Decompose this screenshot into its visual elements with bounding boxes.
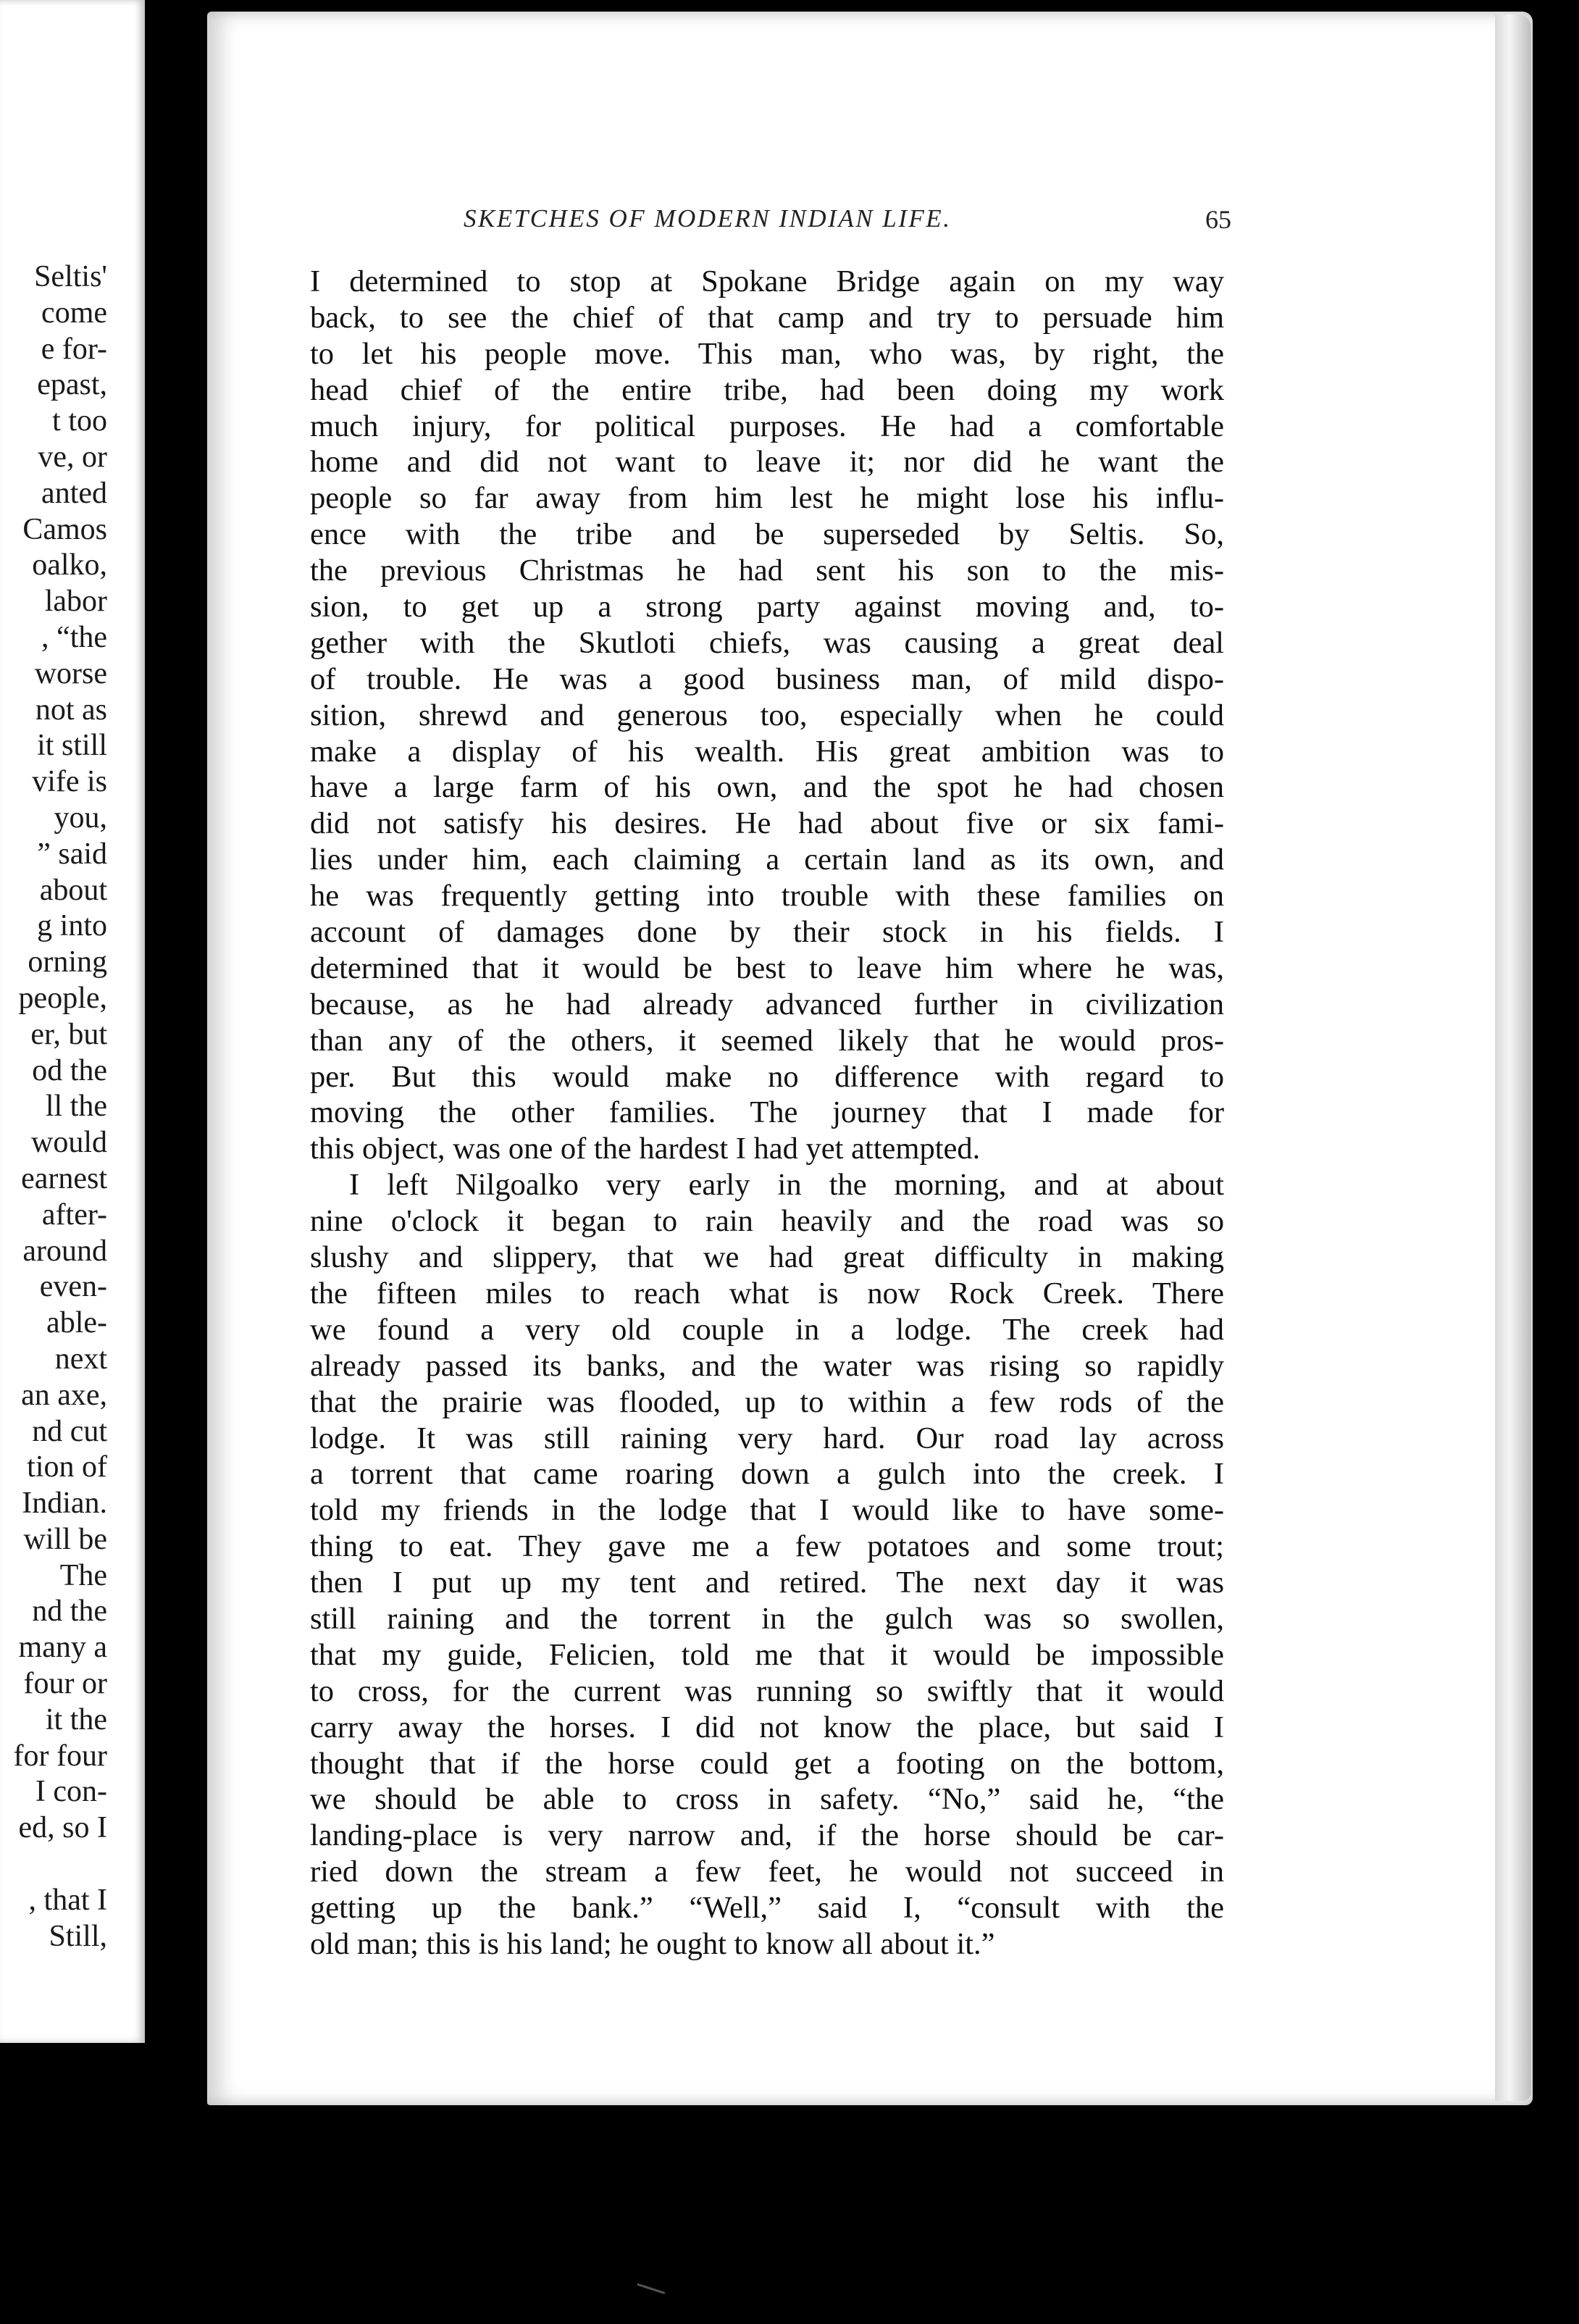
text-line: because, as he had already advanced further in civilization bbox=[310, 987, 1224, 1021]
text-line: account of damages done by their stock in his fields. I bbox=[310, 915, 1224, 950]
text-line: moving the other families. The journey that I made for bbox=[310, 1095, 1224, 1130]
left-page-line-fragment: it the bbox=[45, 1702, 107, 1736]
text-line: make a display of his wealth. His great ambition was to bbox=[310, 734, 1224, 769]
left-page-line-fragment: , “the bbox=[41, 620, 107, 654]
left-page-line-fragment: The bbox=[59, 1558, 107, 1592]
text-line: to cross, for the current was running so swiftly that it would bbox=[310, 1673, 1224, 1708]
text-line: this object, was one of the hardest I had yet attempted. bbox=[310, 1132, 981, 1166]
left-page-line-fragment: about bbox=[39, 873, 107, 907]
text-line: per. But this would make no difference with regard to bbox=[310, 1059, 1224, 1094]
left-page-line-fragment: ” said bbox=[37, 837, 107, 871]
left-page-line-fragment: worse bbox=[34, 656, 107, 690]
left-page-line-fragment: orning bbox=[28, 945, 107, 979]
text-line: we should be able to cross in safety. “No,” said he, “the bbox=[310, 1782, 1224, 1817]
text-line: already passed its banks, and the water was rising so rapidly bbox=[310, 1348, 1224, 1383]
left-page-line-fragment: would bbox=[31, 1126, 107, 1160]
left-page-line-fragment: vife is bbox=[32, 765, 107, 799]
book-gutter bbox=[145, 0, 210, 2324]
left-page-line-fragment: er, but bbox=[30, 1017, 107, 1051]
left-page-line-fragment: nd cut bbox=[32, 1414, 107, 1448]
left-page-line-fragment: for four bbox=[13, 1739, 107, 1773]
left-page-line-fragment: labor bbox=[44, 585, 107, 619]
left-page-line-fragment: , that I bbox=[28, 1883, 107, 1917]
left-page-line-fragment: after- bbox=[41, 1197, 107, 1232]
left-page-line-fragment: will be bbox=[23, 1522, 107, 1556]
left-page-line-fragment: Camos bbox=[22, 512, 107, 546]
text-line: much injury, for political purposes. He had a comfortable bbox=[310, 409, 1224, 443]
left-page-line-fragment: nd the bbox=[32, 1594, 107, 1629]
scan-artifact-mark bbox=[637, 2278, 666, 2294]
left-page-line-fragment: an axe, bbox=[21, 1378, 107, 1412]
text-line: landing-place is very narrow and, if the horse should be car- bbox=[310, 1818, 1224, 1853]
page-number: 65 bbox=[1205, 205, 1231, 234]
left-page-line-fragment: Seltis' bbox=[34, 260, 107, 293]
text-line: getting up the bank.” “Well,” said I, “consult with the bbox=[310, 1891, 1224, 1926]
left-page-line-fragment: come bbox=[41, 296, 107, 330]
text-line: thought that if the horse could get a footing on the bottom, bbox=[310, 1746, 1224, 1781]
left-page-line-fragment: many a bbox=[18, 1631, 107, 1665]
page-edge-shading bbox=[1495, 14, 1531, 2101]
left-page-line-fragment: even- bbox=[39, 1270, 107, 1304]
text-line: have a large farm of his own, and the spot he had chosen bbox=[310, 770, 1224, 805]
left-page-line-fragment: e for- bbox=[41, 332, 107, 366]
text-line: ried down the stream a few feet, he would not succeed in bbox=[310, 1855, 1224, 1889]
left-page-line-fragment: ve, or bbox=[38, 440, 107, 474]
text-line: old man; this is his land; he ought to know all about it.” bbox=[310, 1926, 995, 1961]
text-line: I determined to stop at Spokane Bridge again on my way bbox=[310, 264, 1224, 298]
running-head: SKETCHES OF MODERN INDIAN LIFE. bbox=[464, 204, 952, 233]
text-line: thing to eat. They gave me a few potatoes and some trout; bbox=[310, 1529, 1224, 1564]
left-page-line-fragment: I con- bbox=[35, 1775, 107, 1809]
left-page-line-fragment: t too bbox=[52, 404, 107, 438]
text-line: nine o'clock it began to rain heavily and the road was so bbox=[310, 1204, 1224, 1239]
text-line: back, to see the chief of that camp and try to persuade him bbox=[310, 300, 1224, 335]
left-page-line-fragment: anted bbox=[41, 476, 107, 510]
body-text bbox=[310, 264, 1224, 1963]
text-line: told my friends in the lodge that I would like to have some- bbox=[310, 1493, 1224, 1528]
left-page-line-fragment: you, bbox=[54, 801, 107, 835]
text-line: lodge. It was still raining very hard. Our road lay across bbox=[310, 1421, 1224, 1455]
text-line: people so far away from him lest he might lose his influ- bbox=[310, 481, 1224, 516]
text-line: lies under him, each claiming a certain land as its own, and bbox=[310, 843, 1224, 877]
left-page-line-fragment: four or bbox=[23, 1667, 107, 1701]
left-page-line-fragment: tion of bbox=[27, 1450, 107, 1484]
left-page-line-fragment: next bbox=[54, 1342, 107, 1376]
text-line: we found a very old couple in a lodge. The creek had bbox=[310, 1312, 1224, 1347]
text-line: to let his people move. This man, who was, by right, the bbox=[310, 336, 1224, 371]
left-page-line-fragment: people, bbox=[18, 981, 107, 1015]
text-line: the fifteen miles to reach what is now Rock Creek. There bbox=[310, 1276, 1224, 1311]
left-page-text-fragments bbox=[0, 259, 107, 1955]
text-line: than any of the others, it seemed likely that he would pros- bbox=[310, 1023, 1224, 1058]
text-line: I left Nilgoalko very early in the morning, and at about bbox=[349, 1168, 1224, 1203]
left-facing-page bbox=[0, 0, 145, 2043]
text-line: head chief of the entire tribe, had been doing my work bbox=[310, 372, 1224, 407]
text-line: sion, to get up a strong party against moving and, to- bbox=[310, 590, 1224, 624]
left-page-line-fragment: oalko, bbox=[32, 548, 107, 582]
left-page-line-fragment: not as bbox=[35, 693, 107, 727]
text-line: that my guide, Felicien, told me that it would be impossible bbox=[310, 1637, 1224, 1672]
text-line: gether with the Skutloti chiefs, was causing a great deal bbox=[310, 625, 1224, 660]
text-line: still raining and the torrent in the gulch was so swollen, bbox=[310, 1601, 1224, 1636]
text-line: then I put up my tent and retired. The next day it was bbox=[310, 1566, 1224, 1600]
left-page-line-fragment: Indian. bbox=[22, 1487, 107, 1521]
text-line: a torrent that came roaring down a gulch into the creek. I bbox=[310, 1457, 1224, 1492]
text-line: sition, shrewd and generous too, especially when he could bbox=[310, 698, 1224, 732]
left-page-line-fragment: it still bbox=[37, 729, 107, 763]
left-page-line-fragment: able- bbox=[46, 1306, 107, 1340]
text-line: slushy and slippery, that we had great difficulty in making bbox=[310, 1240, 1224, 1275]
left-page-line-fragment: ed, so I bbox=[18, 1811, 107, 1845]
left-page-line-fragment: epast, bbox=[37, 368, 107, 402]
left-page-line-fragment bbox=[0, 1847, 107, 1883]
text-line: determined that it would be best to leave him where he was, bbox=[310, 950, 1224, 985]
text-line: carry away the horses. I did not know the place, but said I bbox=[310, 1710, 1224, 1744]
left-page-line-fragment: earnest bbox=[21, 1161, 107, 1195]
text-line: home and did not want to leave it; nor did he want the bbox=[310, 445, 1224, 480]
text-line: of trouble. He was a good business man, of mild dispo- bbox=[310, 661, 1224, 696]
left-page-line-fragment: ll the bbox=[45, 1090, 107, 1124]
left-page-line-fragment: od the bbox=[32, 1053, 107, 1087]
left-page-line-fragment: Still, bbox=[49, 1919, 107, 1953]
text-line: did not satisfy his desires. He had about five or six fami- bbox=[310, 806, 1224, 841]
text-line: he was frequently getting into trouble with these families on bbox=[310, 879, 1224, 914]
text-line: the previous Christmas he had sent his son to the mis- bbox=[310, 553, 1224, 588]
text-line: ence with the tribe and be superseded by Seltis. So, bbox=[310, 517, 1224, 552]
text-line: that the prairie was flooded, up to within a few rods of the bbox=[310, 1384, 1224, 1419]
left-page-line-fragment: g into bbox=[37, 909, 107, 943]
left-page-line-fragment: around bbox=[22, 1234, 107, 1268]
